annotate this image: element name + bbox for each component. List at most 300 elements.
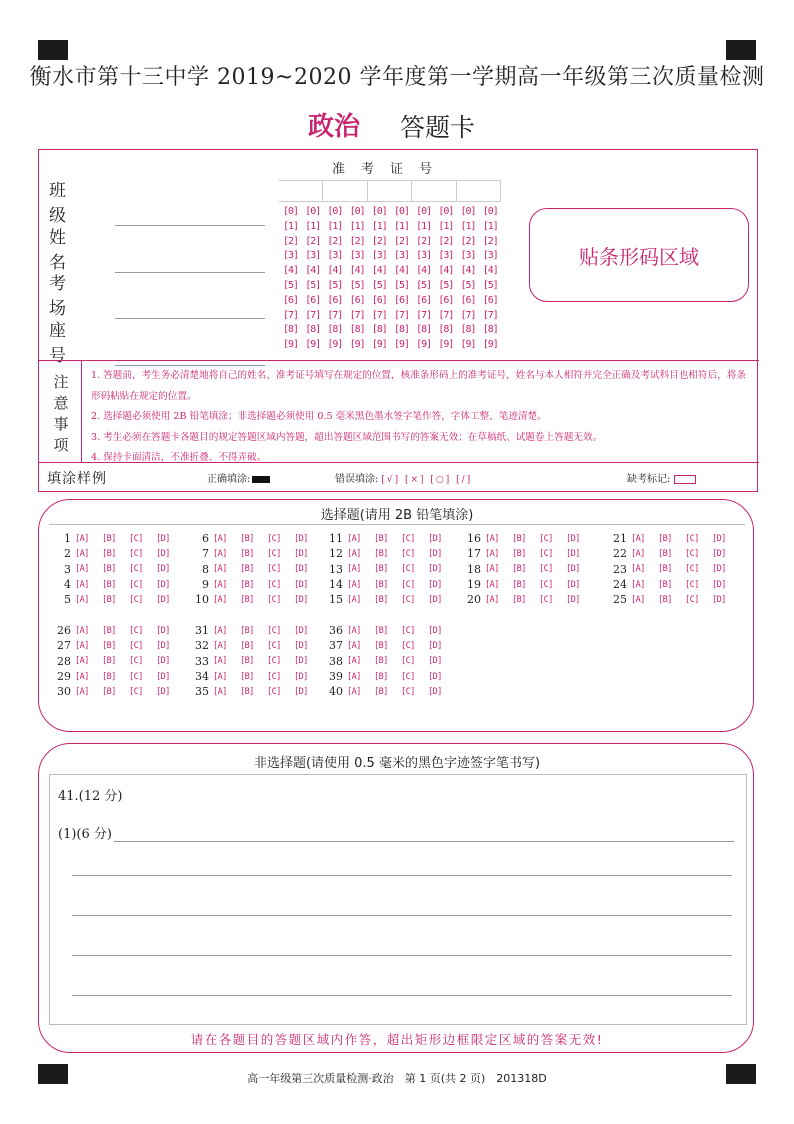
option-bubble[interactable]: [C] [401, 640, 415, 651]
digit-bubble[interactable]: [3] [349, 250, 365, 262]
digit-bubble[interactable]: [9] [349, 339, 365, 351]
digit-bubble[interactable]: [3] [305, 250, 321, 262]
digit-bubble[interactable]: [5] [482, 279, 498, 291]
option-bubble[interactable]: [A] [75, 564, 89, 575]
digit-bubble[interactable]: [3] [283, 250, 299, 262]
option-bubble[interactable]: [B] [102, 533, 116, 544]
option-bubble[interactable]: [D] [566, 533, 580, 544]
digit-bubble[interactable]: [4] [393, 265, 409, 277]
option-bubble[interactable]: [D] [712, 594, 726, 605]
digit-bubble[interactable]: [6] [393, 294, 409, 306]
option-bubble[interactable]: [C] [539, 564, 553, 575]
digit-bubble[interactable]: [9] [416, 339, 432, 351]
page-footer: 高一年级第三次质量检测·政治 第 1 页(共 2 页) 201318D [247, 1072, 547, 1085]
name-field[interactable] [49, 223, 265, 273]
seat-field[interactable] [49, 316, 265, 366]
option-bubble[interactable]: [C] [401, 671, 415, 682]
option-bubble[interactable]: [B] [374, 640, 388, 651]
digit-bubble[interactable]: [5] [371, 279, 387, 291]
digit-bubble[interactable]: [1] [327, 220, 343, 232]
option-bubble[interactable]: [D] [712, 579, 726, 590]
digit-bubble[interactable]: [8] [438, 324, 454, 336]
option-bubble[interactable]: [D] [294, 686, 308, 697]
question-row [325, 546, 455, 561]
question-number: 26 [57, 624, 71, 638]
digit-bubble[interactable]: [1] [482, 220, 498, 232]
question-row [463, 562, 593, 577]
digit-bubble[interactable]: [1] [438, 220, 454, 232]
exam-room-field[interactable] [49, 269, 265, 319]
option-bubble[interactable]: [B] [512, 579, 526, 590]
option-bubble[interactable]: [B] [102, 564, 116, 575]
digit-bubble[interactable]: [7] [327, 309, 343, 321]
digit-bubble[interactable]: [2] [283, 235, 299, 247]
option-bubble[interactable]: [A] [213, 564, 227, 575]
option-bubble[interactable]: [C] [267, 533, 281, 544]
digit-bubble[interactable]: [7] [393, 309, 409, 321]
digit-bubble[interactable]: [1] [305, 220, 321, 232]
option-bubble[interactable]: [A] [347, 656, 361, 667]
digit-bubble[interactable]: [7] [482, 309, 498, 321]
option-bubble[interactable]: [A] [347, 533, 361, 544]
option-bubble[interactable]: [B] [240, 594, 254, 605]
admit-number-bubble-grid[interactable] [283, 206, 505, 354]
option-bubble[interactable]: [C] [129, 564, 143, 575]
digit-bubble[interactable]: [5] [438, 279, 454, 291]
option-bubble[interactable]: [D] [294, 548, 308, 559]
option-bubble[interactable]: [D] [566, 579, 580, 590]
option-bubble[interactable]: [C] [401, 686, 415, 697]
option-bubble[interactable]: [B] [240, 686, 254, 697]
digit-bubble[interactable]: [2] [416, 235, 432, 247]
option-bubble[interactable]: [A] [347, 594, 361, 605]
option-bubble[interactable]: [C] [129, 594, 143, 605]
option-bubble[interactable]: [D] [428, 656, 442, 667]
digit-bubble[interactable]: [4] [416, 265, 432, 277]
digit-bubble[interactable]: [6] [482, 294, 498, 306]
option-bubble[interactable]: [A] [75, 594, 89, 605]
option-bubble[interactable]: [D] [156, 594, 170, 605]
option-bubble[interactable]: [C] [685, 594, 699, 605]
digit-bubble[interactable]: [4] [349, 265, 365, 277]
digit-bubble[interactable]: [4] [371, 265, 387, 277]
option-bubble[interactable]: [A] [75, 686, 89, 697]
digit-bubble[interactable]: [7] [416, 309, 432, 321]
digit-bubble[interactable]: [7] [460, 309, 476, 321]
option-bubble[interactable]: [D] [156, 625, 170, 636]
digit-bubble[interactable]: [5] [349, 279, 365, 291]
option-bubble[interactable]: [B] [658, 533, 672, 544]
option-bubble[interactable]: [C] [685, 564, 699, 575]
option-bubble[interactable]: [B] [102, 656, 116, 667]
digit-bubble[interactable]: [9] [393, 339, 409, 351]
option-bubble[interactable]: [D] [428, 533, 442, 544]
option-bubble[interactable]: [B] [102, 686, 116, 697]
option-bubble[interactable]: [D] [294, 594, 308, 605]
answer-line[interactable] [114, 828, 734, 842]
option-bubble[interactable]: [C] [401, 548, 415, 559]
option-bubble[interactable]: [B] [374, 671, 388, 682]
digit-bubble[interactable]: [3] [371, 250, 387, 262]
digit-bubble[interactable]: [3] [327, 250, 343, 262]
digit-bubble[interactable]: [7] [305, 309, 321, 321]
option-bubble[interactable]: [A] [75, 656, 89, 667]
option-bubble[interactable]: [B] [374, 594, 388, 605]
option-bubble[interactable]: [B] [658, 579, 672, 590]
digit-bubble[interactable]: [6] [460, 294, 476, 306]
option-bubble[interactable]: [C] [129, 671, 143, 682]
option-bubble[interactable]: [C] [539, 533, 553, 544]
answer-line[interactable] [72, 915, 732, 916]
digit-bubble[interactable]: [9] [460, 339, 476, 351]
field-line[interactable] [115, 348, 265, 366]
option-bubble[interactable]: [B] [512, 594, 526, 605]
digit-bubble[interactable]: [7] [371, 309, 387, 321]
option-bubble[interactable]: [B] [658, 594, 672, 605]
digit-bubble[interactable]: [0] [460, 206, 476, 217]
option-bubble[interactable]: [D] [156, 671, 170, 682]
digit-bubble[interactable]: [9] [438, 339, 454, 351]
option-bubble[interactable]: [D] [428, 625, 442, 636]
digit-bubble[interactable]: [2] [305, 235, 321, 247]
option-bubble[interactable]: [C] [267, 656, 281, 667]
question-row [53, 592, 183, 607]
digit-bubble[interactable]: [5] [416, 279, 432, 291]
digit-bubble[interactable]: [5] [460, 279, 476, 291]
digit-bubble[interactable]: [8] [416, 324, 432, 336]
option-bubble[interactable]: [A] [485, 564, 499, 575]
digit-bubble[interactable]: [8] [283, 324, 299, 336]
digit-bubble[interactable]: [0] [482, 206, 498, 217]
option-bubble[interactable]: [B] [512, 564, 526, 575]
option-bubble[interactable]: [B] [102, 594, 116, 605]
option-bubble[interactable]: [A] [631, 594, 645, 605]
option-bubble[interactable]: [D] [712, 548, 726, 559]
option-bubble[interactable]: [A] [213, 686, 227, 697]
digit-bubble[interactable]: [7] [349, 309, 365, 321]
option-bubble[interactable]: [A] [213, 548, 227, 559]
digit-bubble[interactable]: [0] [393, 206, 409, 217]
option-bubble[interactable]: [A] [485, 548, 499, 559]
option-bubble[interactable]: [A] [213, 533, 227, 544]
option-bubble[interactable]: [C] [267, 671, 281, 682]
option-bubble[interactable]: [B] [240, 579, 254, 590]
digit-bubble[interactable]: [8] [305, 324, 321, 336]
option-bubble[interactable]: [B] [374, 533, 388, 544]
option-bubble[interactable]: [A] [485, 594, 499, 605]
digit-bubble[interactable]: [1] [393, 220, 409, 232]
option-bubble[interactable]: [B] [374, 625, 388, 636]
option-bubble[interactable]: [D] [156, 579, 170, 590]
digit-bubble[interactable]: [5] [283, 279, 299, 291]
option-bubble[interactable]: [C] [129, 579, 143, 590]
option-bubble[interactable]: [A] [75, 579, 89, 590]
absent-checkbox[interactable] [674, 475, 696, 484]
option-bubble[interactable]: [A] [631, 564, 645, 575]
digit-bubble[interactable]: [4] [482, 265, 498, 277]
question-row [53, 669, 183, 684]
option-bubble[interactable]: [A] [213, 594, 227, 605]
option-bubble[interactable]: [C] [267, 594, 281, 605]
option-bubble[interactable]: [C] [267, 564, 281, 575]
digit-bubble[interactable]: [4] [438, 265, 454, 277]
option-bubble[interactable]: [B] [102, 579, 116, 590]
digit-bubble[interactable]: [6] [283, 294, 299, 306]
option-bubble[interactable]: [B] [102, 548, 116, 559]
option-bubble[interactable]: [C] [401, 533, 415, 544]
digit-bubble[interactable]: [5] [393, 279, 409, 291]
option-bubble[interactable]: [D] [428, 640, 442, 651]
option-bubble[interactable]: [C] [685, 579, 699, 590]
option-bubble[interactable]: [D] [294, 625, 308, 636]
digit-bubble[interactable]: [8] [349, 324, 365, 336]
option-bubble[interactable]: [A] [631, 579, 645, 590]
option-bubble[interactable]: [D] [156, 686, 170, 697]
answer-line[interactable] [72, 955, 732, 956]
digit-bubble[interactable]: [3] [416, 250, 432, 262]
option-bubble[interactable]: [A] [347, 686, 361, 697]
open-section-title: 非选择题(请使用 0.5 毫米的黑色字迹签字笔书写) [253, 756, 541, 771]
digit-bubble[interactable]: [4] [283, 265, 299, 277]
option-bubble[interactable]: [D] [428, 548, 442, 559]
question-number: 17 [467, 547, 481, 561]
option-bubble[interactable]: [A] [485, 579, 499, 590]
option-bubble[interactable]: [C] [539, 579, 553, 590]
digit-bubble[interactable]: [4] [327, 265, 343, 277]
option-bubble[interactable]: [B] [240, 625, 254, 636]
option-bubble[interactable]: [C] [129, 656, 143, 667]
option-bubble[interactable]: [D] [156, 548, 170, 559]
digit-bubble[interactable]: [0] [416, 206, 432, 217]
option-bubble[interactable]: [B] [240, 564, 254, 575]
option-bubble[interactable]: [C] [129, 640, 143, 651]
digit-bubble[interactable]: [2] [349, 235, 365, 247]
option-bubble[interactable]: [B] [102, 625, 116, 636]
digit-bubble[interactable]: [2] [327, 235, 343, 247]
option-bubble[interactable]: [C] [267, 686, 281, 697]
digit-bubble[interactable]: [2] [460, 235, 476, 247]
digit-bubble[interactable]: [7] [283, 309, 299, 321]
digit-bubble[interactable]: [8] [327, 324, 343, 336]
option-bubble[interactable]: [B] [240, 548, 254, 559]
digit-bubble[interactable]: [1] [371, 220, 387, 232]
question-row [325, 531, 455, 546]
question-number: 6 [202, 532, 209, 546]
digit-bubble[interactable]: [0] [327, 206, 343, 217]
option-bubble[interactable]: [B] [374, 656, 388, 667]
option-bubble[interactable]: [A] [347, 625, 361, 636]
digit-bubble[interactable]: [0] [371, 206, 387, 217]
option-bubble[interactable]: [D] [428, 671, 442, 682]
option-bubble[interactable]: [C] [685, 533, 699, 544]
option-bubble[interactable]: [B] [658, 564, 672, 575]
absent-mark [627, 470, 696, 485]
option-bubble[interactable]: [B] [240, 533, 254, 544]
digit-bubble[interactable]: [9] [327, 339, 343, 351]
option-bubble[interactable]: [D] [156, 564, 170, 575]
digit-bubble[interactable]: [2] [371, 235, 387, 247]
digit-bubble[interactable]: [2] [482, 235, 498, 247]
option-bubble[interactable]: [B] [658, 548, 672, 559]
option-bubble[interactable]: [B] [374, 564, 388, 575]
option-bubble[interactable]: [D] [566, 564, 580, 575]
option-bubble[interactable]: [D] [294, 656, 308, 667]
option-bubble[interactable]: [D] [428, 579, 442, 590]
digit-bubble[interactable]: [9] [283, 339, 299, 351]
option-bubble[interactable]: [A] [213, 625, 227, 636]
option-bubble[interactable]: [B] [374, 579, 388, 590]
digit-row [283, 310, 505, 325]
option-bubble[interactable]: [C] [129, 533, 143, 544]
option-bubble[interactable]: [B] [102, 671, 116, 682]
notice-heading: 注意事项 [53, 373, 69, 454]
option-bubble[interactable]: [B] [374, 548, 388, 559]
option-bubble[interactable]: [D] [566, 548, 580, 559]
digit-bubble[interactable]: [3] [460, 250, 476, 262]
digit-bubble[interactable]: [8] [393, 324, 409, 336]
option-bubble[interactable]: [B] [240, 671, 254, 682]
option-bubble[interactable]: [A] [75, 625, 89, 636]
option-bubble[interactable]: [A] [347, 640, 361, 651]
option-bubble[interactable]: [C] [267, 548, 281, 559]
question-number: 2 [64, 547, 71, 561]
option-bubble[interactable]: [C] [267, 640, 281, 651]
digit-bubble[interactable]: [9] [305, 339, 321, 351]
digit-bubble[interactable]: [2] [393, 235, 409, 247]
digit-bubble[interactable]: [4] [460, 265, 476, 277]
admit-number-boxes[interactable] [279, 180, 501, 202]
option-bubble[interactable]: [A] [75, 533, 89, 544]
option-bubble[interactable]: [B] [240, 640, 254, 651]
option-bubble[interactable]: [A] [631, 548, 645, 559]
digit-bubble[interactable]: [0] [438, 206, 454, 217]
option-bubble[interactable]: [A] [213, 579, 227, 590]
option-bubble[interactable]: [D] [156, 656, 170, 667]
digit-bubble[interactable]: [1] [349, 220, 365, 232]
option-bubble[interactable]: [B] [374, 686, 388, 697]
question-number: 11 [329, 532, 343, 546]
option-bubble[interactable]: [C] [401, 656, 415, 667]
option-bubble[interactable]: [D] [428, 594, 442, 605]
option-bubble[interactable]: [A] [347, 548, 361, 559]
option-bubble[interactable]: [C] [401, 579, 415, 590]
option-bubble[interactable]: [A] [485, 533, 499, 544]
digit-bubble[interactable]: [6] [371, 294, 387, 306]
option-bubble[interactable]: [D] [294, 533, 308, 544]
option-bubble[interactable]: [D] [294, 671, 308, 682]
option-bubble[interactable]: [A] [347, 579, 361, 590]
option-bubble[interactable]: [A] [75, 671, 89, 682]
option-bubble[interactable]: [C] [129, 625, 143, 636]
option-bubble[interactable]: [A] [631, 533, 645, 544]
option-bubble[interactable]: [B] [240, 656, 254, 667]
option-bubble[interactable]: [C] [685, 548, 699, 559]
answer-line[interactable] [72, 875, 732, 876]
question-row [191, 577, 321, 592]
option-bubble[interactable]: [B] [102, 640, 116, 651]
digit-bubble[interactable]: [2] [438, 235, 454, 247]
digit-bubble[interactable]: [5] [305, 279, 321, 291]
option-bubble[interactable]: [C] [267, 625, 281, 636]
digit-bubble[interactable]: [7] [438, 309, 454, 321]
option-bubble[interactable]: [B] [512, 548, 526, 559]
option-bubble[interactable]: [A] [213, 671, 227, 682]
option-bubble[interactable]: [D] [294, 579, 308, 590]
option-bubble[interactable]: [D] [428, 564, 442, 575]
digit-bubble[interactable]: [9] [371, 339, 387, 351]
digit-bubble[interactable]: [1] [460, 220, 476, 232]
option-bubble[interactable]: [D] [156, 640, 170, 651]
digit-bubble[interactable]: [1] [283, 220, 299, 232]
digit-bubble[interactable]: [8] [482, 324, 498, 336]
digit-bubble[interactable]: [1] [416, 220, 432, 232]
option-bubble[interactable]: [A] [213, 640, 227, 651]
digit-bubble[interactable]: [8] [460, 324, 476, 336]
digit-bubble[interactable]: [0] [305, 206, 321, 217]
digit-bubble[interactable]: [6] [438, 294, 454, 306]
question-row [53, 546, 183, 561]
digit-bubble[interactable]: [3] [393, 250, 409, 262]
option-bubble[interactable]: [A] [213, 656, 227, 667]
digit-bubble[interactable]: [8] [371, 324, 387, 336]
digit-bubble[interactable]: [5] [327, 279, 343, 291]
class-field[interactable] [49, 176, 265, 226]
option-bubble[interactable]: [D] [156, 533, 170, 544]
digit-bubble[interactable]: [6] [305, 294, 321, 306]
divider [81, 360, 82, 462]
option-bubble[interactable]: [D] [294, 640, 308, 651]
option-bubble[interactable]: [C] [539, 548, 553, 559]
question-number: 33 [195, 654, 209, 668]
option-bubble[interactable]: [C] [539, 594, 553, 605]
digit-bubble[interactable]: [0] [349, 206, 365, 217]
option-bubble[interactable]: [A] [347, 671, 361, 682]
wrong-fill-label: 错误填涂: [335, 474, 379, 485]
option-bubble[interactable]: [C] [267, 579, 281, 590]
option-bubble[interactable]: [C] [129, 548, 143, 559]
option-bubble[interactable]: [D] [712, 533, 726, 544]
notice-item: 1. 答题前，考生务必清楚地将自己的姓名、准考证号填写在规定的位置，核准条形码上的准考证号，姓名与本人相符并完全正确及考试科目也相符后，将条形码粘贴在规定的位置。 [91, 370, 746, 402]
digit-row [283, 221, 505, 236]
answer-line[interactable] [72, 995, 732, 996]
field-label: 班 级 [49, 181, 80, 226]
option-bubble[interactable]: [C] [129, 686, 143, 697]
option-bubble[interactable]: [C] [401, 594, 415, 605]
answer-area[interactable] [49, 774, 747, 1025]
option-bubble[interactable]: [A] [347, 564, 361, 575]
digit-bubble[interactable]: [0] [283, 206, 299, 217]
digit-bubble[interactable]: [3] [438, 250, 454, 262]
digit-bubble[interactable]: [6] [327, 294, 343, 306]
question-row [53, 623, 183, 638]
option-bubble[interactable]: [D] [428, 686, 442, 697]
digit-bubble[interactable]: [6] [416, 294, 432, 306]
option-bubble[interactable]: [C] [401, 625, 415, 636]
option-bubble[interactable]: [D] [294, 564, 308, 575]
fill-example-row [39, 464, 759, 490]
digit-bubble[interactable]: [3] [482, 250, 498, 262]
digit-bubble[interactable]: [6] [349, 294, 365, 306]
digit-row [283, 295, 505, 310]
digit-bubble[interactable]: [4] [305, 265, 321, 277]
option-bubble[interactable]: [D] [712, 564, 726, 575]
option-bubble[interactable]: [B] [512, 533, 526, 544]
option-bubble[interactable]: [A] [75, 640, 89, 651]
digit-bubble[interactable]: [9] [482, 339, 498, 351]
option-bubble[interactable]: [D] [566, 594, 580, 605]
option-bubble[interactable]: [C] [401, 564, 415, 575]
option-bubble[interactable]: [A] [75, 548, 89, 559]
